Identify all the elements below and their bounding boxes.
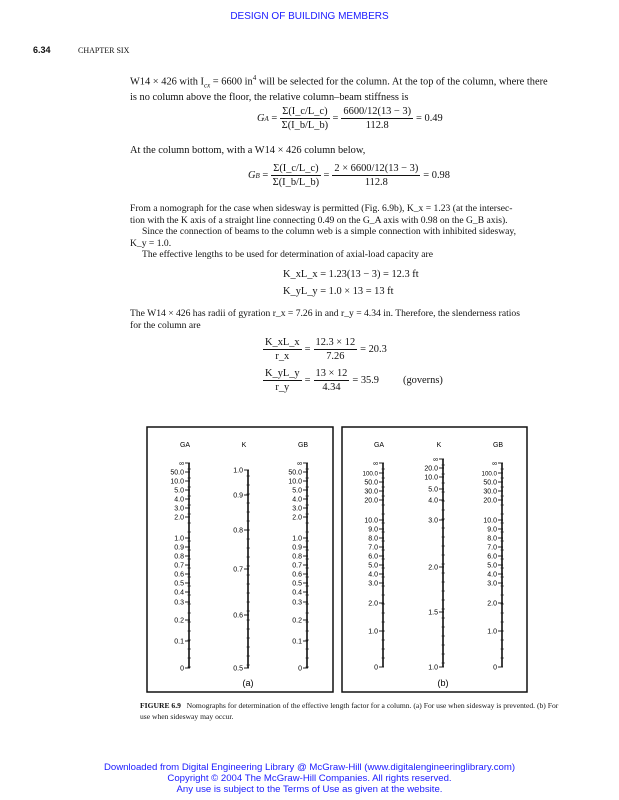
axis-title: K	[436, 442, 442, 449]
tick-label: 6.0	[368, 553, 378, 561]
tick-label: ∞	[492, 460, 497, 468]
tick-label: ∞	[179, 460, 184, 468]
tick-label: 0.3	[174, 599, 184, 607]
tick-label: 20.0	[483, 497, 497, 505]
chapter-label: CHAPTER SIX	[78, 46, 130, 55]
tick-label: 3.0	[368, 580, 378, 588]
effective-length-kx: K_xL_x = 1.23(13 − 3) = 12.3 ft	[283, 269, 419, 280]
denominator: 7.26	[326, 351, 345, 362]
text: cx	[203, 81, 211, 90]
tick-label: 0.3	[292, 599, 302, 607]
tick-label: 0.2	[292, 617, 302, 625]
slenderness-y: $\frac{K\_yL\_y}{r\_y}$ = $\frac{13 \times 12}{4.34}$ = 35.9 (governs)	[265, 368, 443, 393]
tick-label: 2.0	[428, 564, 438, 572]
text: = 0.98	[423, 170, 450, 181]
tick-label: 5.0	[174, 487, 184, 495]
numerator: Σ(I_c/L_c)	[273, 163, 319, 174]
tick-label: 8.0	[368, 535, 378, 543]
tick-label: 0	[374, 664, 378, 672]
numerator: K_yL_y	[265, 368, 300, 379]
tick-label: 3.0	[487, 580, 497, 588]
tick-label: 0.5	[174, 580, 184, 588]
tick-label: 0.9	[233, 492, 243, 500]
tick-label: 0.6	[174, 571, 184, 579]
footer	[0, 762, 619, 795]
tick-label: 50.0	[170, 469, 184, 477]
text: The effective lengths to be used for determination of axial-load capacity are	[142, 249, 433, 261]
tick-label: 0.5	[233, 665, 243, 673]
text: The W14 × 426 has radii of gyration r_x = 7.26 in and r_y = 4.34 in. Therefore, the slenderness ratios	[130, 308, 520, 319]
tick-label: 8.0	[487, 535, 497, 543]
denominator: r_x	[275, 351, 290, 362]
tick-label: 7.0	[368, 544, 378, 552]
text: = 0.49	[416, 113, 443, 124]
tick-label: 2.0	[487, 600, 497, 608]
tick-label: 1.5	[428, 609, 438, 617]
footer-line[interactable]: Any use is subject to the Terms of Use as given at the website.	[176, 784, 443, 795]
text: K_y = 1.0.	[130, 237, 172, 249]
tick-label: 0.4	[174, 589, 184, 597]
tick-label: 5.0	[368, 562, 378, 570]
denominator: 112.8	[365, 120, 389, 131]
tick-label: 1.0	[487, 628, 497, 636]
text: = 20.3	[360, 344, 387, 355]
tick-label: 3.0	[292, 505, 302, 513]
tick-label: ∞	[433, 456, 438, 464]
tick-label: 6.0	[487, 553, 497, 561]
tick-label: 0.8	[233, 527, 243, 535]
axis-title: GA	[179, 442, 191, 449]
denominator: Σ(I_b/L_b)	[272, 177, 320, 188]
footer-line[interactable]: Downloaded from Digital Engineering Library @ McGraw-Hill (www.digitalengineeringlibrary.com)	[103, 762, 516, 773]
tick-label: 9.0	[368, 526, 378, 534]
tick-label: 10.0	[483, 517, 497, 525]
text: = 6600 in	[210, 76, 253, 88]
tick-label: 3.0	[174, 505, 184, 513]
tick-label: 0.8	[174, 553, 184, 561]
text: = 35.9	[352, 375, 380, 386]
tick-label: 5.0	[428, 486, 438, 494]
tick-label: 20.0	[364, 497, 378, 505]
tick-label: 5.0	[487, 562, 497, 570]
tick-label: 50.0	[364, 479, 378, 487]
tick-label: 0	[298, 665, 302, 673]
text: is no column above the floor, the relative column–beam stiffness is	[130, 92, 409, 104]
denominator: 4.34	[322, 382, 341, 393]
tick-label: 4.0	[174, 496, 184, 504]
tick-label: 2.0	[292, 514, 302, 522]
panel-a-label: (a)	[242, 678, 254, 688]
paragraph-2: At the column bottom, with a W14 × 426 column below,	[130, 145, 366, 156]
tick-label: ∞	[297, 460, 302, 468]
tick-label: 0.6	[292, 571, 302, 579]
numerator: Σ(I_c/L_c)	[282, 106, 328, 117]
numerator: 6600/12(13 − 3)	[343, 106, 412, 117]
running-title: DESIGN OF BUILDING MEMBERS	[230, 11, 389, 22]
equation-gb: G B = $\frac{\Sigma(I\_c/L\_c)}{\Sigma(I\_b/L\_b)}$ = $\frac{2 \times 6600/12(13 - 3)}{112.8}$ = 0.98	[248, 163, 450, 188]
tick-label: 1.0	[292, 535, 302, 543]
tick-label: 4.0	[368, 571, 378, 579]
footer-line: Copyright © 2004 The McGraw-Hill Companies. All rights reserved.	[167, 773, 452, 784]
tick-label: 0.7	[292, 562, 302, 570]
numerator: K_xL_x	[265, 337, 300, 348]
tick-label: 0.1	[292, 638, 302, 646]
equation-ga: G A = $\frac{\Sigma(I\_c/L\_c)}{\Sigma(I\_b/L\_b)}$ = $\frac{6600/12(13 - 3)}{112.8}$ = 0.49	[257, 106, 443, 131]
numerator: 13 × 12	[315, 368, 348, 379]
axis-title: GB	[297, 442, 309, 449]
tick-label: 2.0	[174, 514, 184, 522]
tick-label: 4.0	[487, 571, 497, 579]
tick-label: 0.8	[292, 553, 302, 561]
tick-label: 3.0	[428, 517, 438, 525]
tick-label: 50.0	[483, 479, 497, 487]
figure-caption	[140, 701, 570, 722]
tick-label: 10.0	[170, 478, 184, 486]
tick-label: 0	[493, 664, 497, 672]
tick-label: 30.0	[483, 488, 497, 496]
text: (governs)	[403, 375, 443, 386]
tick-label: 20.0	[424, 465, 438, 473]
text: From a nomograph for the case when sidesway is permitted (Fig. 6.9b), K_x = 1.23 (at the intersec-	[130, 203, 513, 214]
tick-label: 0.9	[292, 544, 302, 552]
tick-label: 5.0	[292, 487, 302, 495]
text: Since the connection of beams to the column web is a simple connection with inhibited sidesway,	[142, 226, 516, 238]
tick-label: 0.7	[233, 566, 243, 574]
text: for the column are	[130, 319, 201, 331]
numerator: 12.3 × 12	[315, 337, 356, 348]
nomograph-axes	[170, 442, 504, 673]
tick-label: 0	[180, 665, 184, 673]
caption-text: Nomographs for determination of the effective length factor for a column. (a) For use when sidesway is prevented. (b) For use when sidesway may occur.	[140, 701, 559, 721]
text: A	[264, 114, 269, 123]
text: G	[257, 113, 265, 124]
tick-label: 1.0	[428, 664, 438, 672]
tick-label: 0.1	[174, 638, 184, 646]
tick-label: 10.0	[364, 517, 378, 525]
tick-label: 100.0	[362, 470, 378, 478]
tick-label: 0.4	[292, 589, 302, 597]
text: G	[248, 170, 256, 181]
tick-label: 10.0	[288, 478, 302, 486]
axis-title: GA	[373, 442, 385, 449]
denominator: r_y	[275, 382, 290, 393]
effective-length-ky: K_yL_y = 1.0 × 13 = 13 ft	[283, 286, 394, 297]
tick-label: 0.5	[292, 580, 302, 588]
tick-label: 4.0	[428, 497, 438, 505]
text: tion with the K axis of a straight line connecting 0.49 on the G_A axis with 0.98 on the G_B axis).	[130, 214, 508, 226]
numerator: 2 × 6600/12(13 − 3)	[334, 163, 419, 174]
text: will be selected for the column. At the top of the column, where there	[256, 76, 548, 88]
tick-label: 1.0	[368, 628, 378, 636]
tick-label: 1.0	[233, 467, 243, 475]
slenderness-x: $\frac{K\_xL\_x}{r\_x}$ = $\frac{12.3 \times 12}{7.26}$ = 20.3	[265, 337, 387, 362]
tick-label: 100.0	[481, 470, 497, 478]
tick-label: 7.0	[487, 544, 497, 552]
tick-label: 0.7	[174, 562, 184, 570]
tick-label: 9.0	[487, 526, 497, 534]
caption-label: FIGURE 6.9	[140, 701, 181, 710]
tick-label: 4.0	[292, 496, 302, 504]
tick-label: 0.9	[174, 544, 184, 552]
tick-label: 30.0	[364, 488, 378, 496]
tick-label: 0.2	[174, 617, 184, 625]
tick-label: 10.0	[424, 474, 438, 482]
text: B	[255, 171, 260, 180]
axis-title: GB	[492, 442, 504, 449]
page-number: 6.34	[33, 45, 51, 55]
axis-title: K	[241, 442, 247, 449]
tick-label: ∞	[373, 460, 378, 468]
tick-label: 2.0	[368, 600, 378, 608]
panel-b-label: (b)	[437, 678, 449, 688]
text: W14 × 426 with I	[130, 76, 204, 88]
tick-label: 0.6	[233, 612, 243, 620]
tick-label: 1.0	[174, 535, 184, 543]
text: 4	[252, 74, 257, 82]
tick-label: 50.0	[288, 469, 302, 477]
denominator: 112.8	[364, 177, 388, 188]
denominator: Σ(I_b/L_b)	[281, 120, 329, 131]
